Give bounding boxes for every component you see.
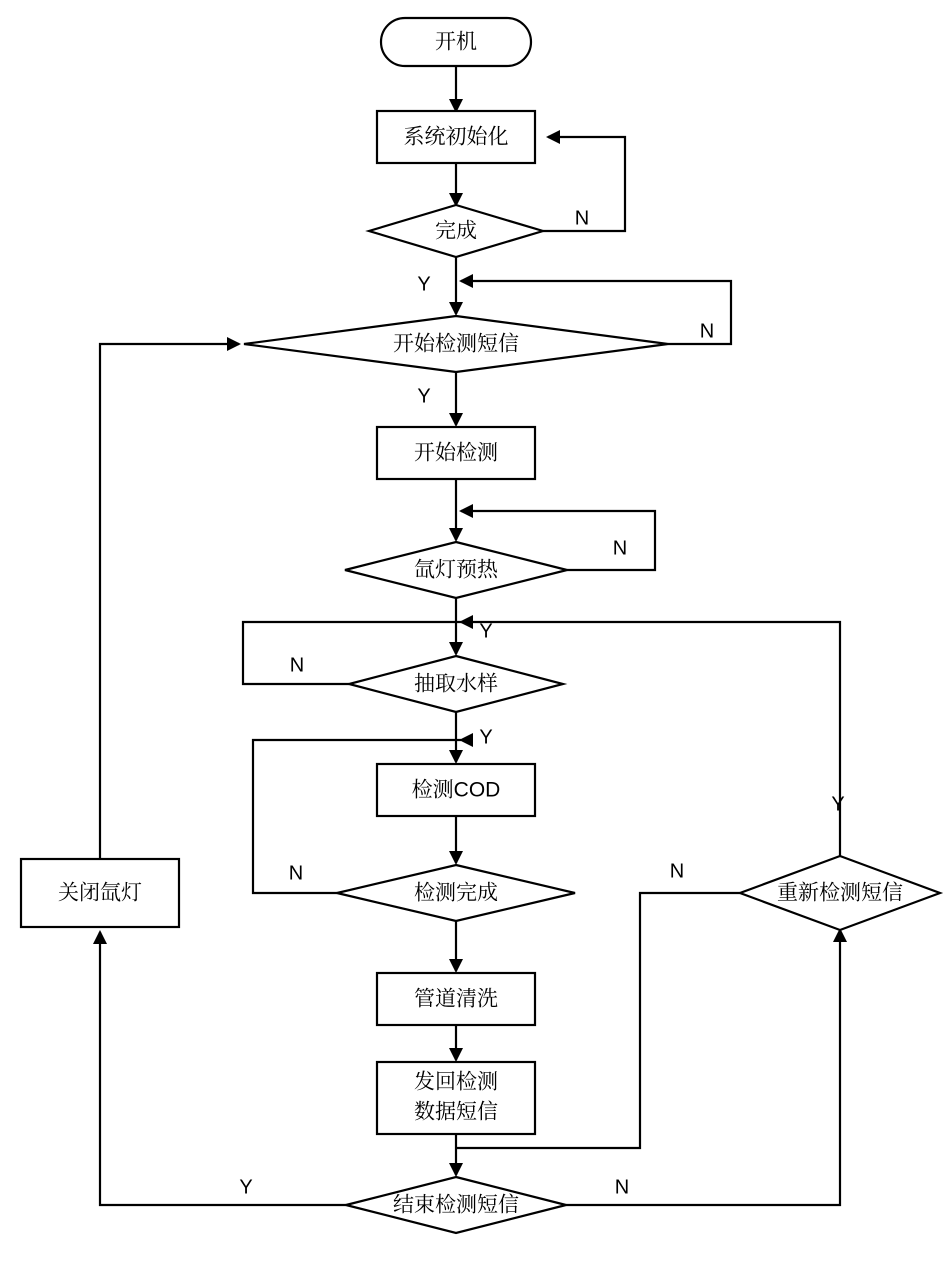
node-detect-cod-label: 检测COD xyxy=(411,778,501,802)
node-detect-cod xyxy=(377,764,535,816)
arrowhead-lamp xyxy=(449,528,463,542)
node-send-data-sms-label-line1: 发回检测 xyxy=(414,1070,498,1094)
arrowhead-endsms xyxy=(449,1163,463,1177)
node-close-xenon-lamp xyxy=(21,859,179,927)
node-detect-complete-label: 检测完成 xyxy=(414,881,498,905)
edge-label-n-redetect: N xyxy=(669,860,685,883)
arrowhead-lamp-junction xyxy=(459,504,473,518)
arrowhead-cod xyxy=(449,750,463,764)
node-start-detect xyxy=(377,427,535,479)
edge-label-y-startsms: Y xyxy=(417,385,431,408)
arrowhead-startsms-junction xyxy=(459,274,473,288)
node-init-complete-label: 完成 xyxy=(435,219,477,243)
edge-label-y-endsms: Y xyxy=(239,1176,253,1199)
node-end-detect-sms-label: 结束检测短信 xyxy=(393,1193,519,1217)
arrowhead-startsms-left xyxy=(227,337,241,351)
arrowhead-closelamp-bottom xyxy=(93,930,107,944)
edge-label-n-init: N xyxy=(574,207,590,230)
edge-label-n-startsms: N xyxy=(699,320,715,343)
node-send-data-sms xyxy=(377,1062,535,1134)
node-send-data-sms-label-line2: 数据短信 xyxy=(414,1100,498,1124)
node-xenon-lamp-preheat-label: 氙灯预热 xyxy=(414,558,498,582)
node-start-detect-sms-label: 开始检测短信 xyxy=(393,332,519,356)
edge-redetect-Y-loop xyxy=(461,622,840,856)
edge-label-y-redetect: Y xyxy=(831,793,845,816)
edge-endsms-Y-to-closelamp xyxy=(100,932,346,1205)
arrowhead-startdet xyxy=(449,413,463,427)
node-detect-complete-decision xyxy=(337,865,575,921)
arrowhead-init-right xyxy=(546,130,560,144)
node-pipeline-clean-label: 管道清洗 xyxy=(414,987,498,1011)
edge-label-n-detdone: N xyxy=(288,862,304,885)
edge-label-y-lamp: Y xyxy=(479,620,493,643)
edge-closelamp-to-startsms xyxy=(100,344,239,859)
node-redetect-sms-label: 重新检测短信 xyxy=(777,881,903,905)
node-draw-water-sample-label: 抽取水样 xyxy=(414,672,498,696)
node-end-detect-sms-decision xyxy=(346,1177,566,1233)
arrowhead-startsms xyxy=(449,302,463,316)
arrowhead-sendback xyxy=(449,1048,463,1062)
node-start-detect-label: 开始检测 xyxy=(414,441,498,465)
node-start-detect-sms-decision xyxy=(244,316,668,372)
arrowhead-cod-junction xyxy=(459,733,473,747)
edge-label-y-init: Y xyxy=(417,273,431,296)
node-system-init-label: 系统初始化 xyxy=(403,125,509,149)
edge-label-n-endsms: N xyxy=(614,1176,630,1199)
arrowhead-sample xyxy=(449,642,463,656)
node-init-complete-decision xyxy=(369,205,543,257)
node-close-xenon-lamp-label: 关闭氙灯 xyxy=(58,881,142,905)
node-system-init xyxy=(377,111,535,163)
arrowhead-clean xyxy=(449,959,463,973)
arrowhead-detdone xyxy=(449,851,463,865)
edge-endsms-N-to-redetect xyxy=(566,930,840,1205)
node-start-label: 开机 xyxy=(435,30,477,54)
node-draw-water-sample-decision xyxy=(349,656,563,712)
node-xenon-lamp-preheat-decision xyxy=(345,542,567,598)
node-pipeline-clean xyxy=(377,973,535,1025)
edge-label-n-lamp: N xyxy=(612,537,628,560)
edge-label-n-sample: N xyxy=(289,654,305,677)
edge-label-y-sample: Y xyxy=(479,726,493,749)
node-start xyxy=(381,18,531,66)
node-redetect-sms-decision xyxy=(740,856,940,930)
